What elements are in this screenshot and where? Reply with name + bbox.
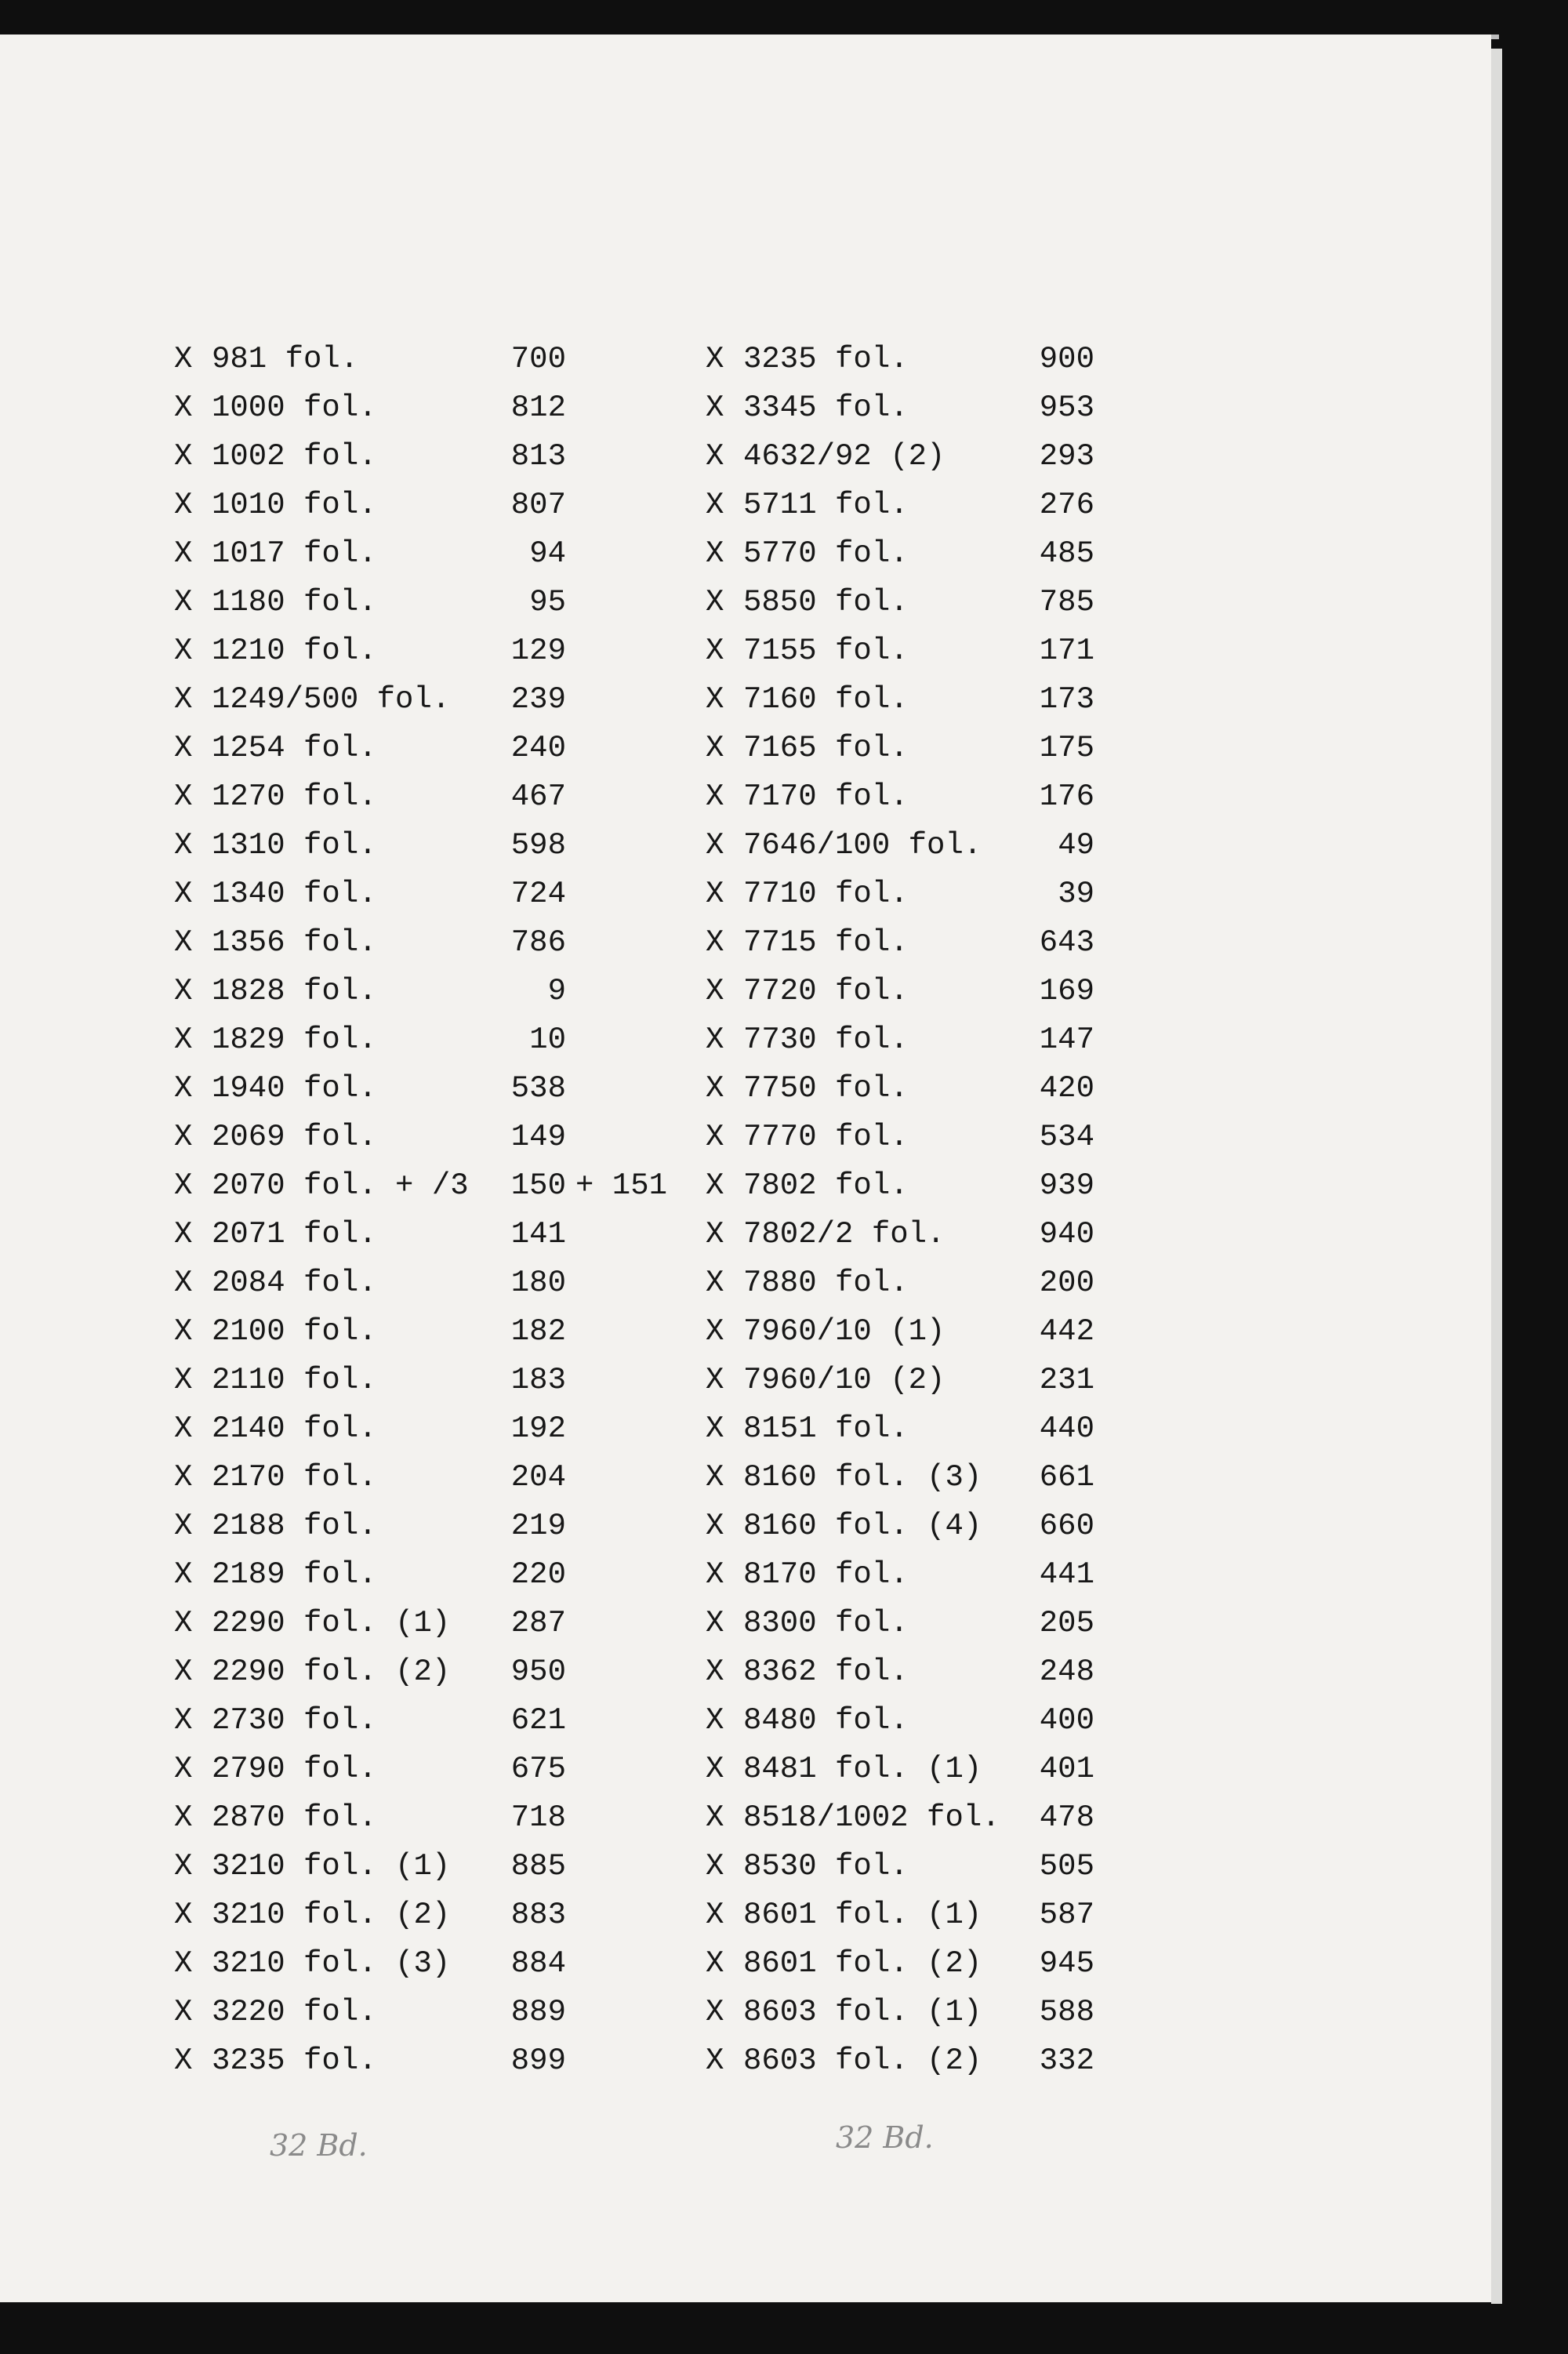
row-prefix: X [706, 1411, 724, 1446]
row-prefix: X [174, 828, 193, 863]
row-prefix: X [706, 2043, 724, 2078]
row-entry: 8151 fol. [743, 1411, 909, 1446]
row-entry: 1310 fol. [212, 828, 377, 863]
row-entry: 2290 fol. (1) [212, 1606, 451, 1640]
row-number: 884 [510, 1946, 566, 1981]
row-entry: 7730 fol. [743, 1023, 909, 1057]
row-entry: 8518/1002 fol. [743, 1800, 1000, 1835]
row-entry: 1000 fol. [212, 391, 377, 425]
row-entry: 8603 fol. (1) [743, 1995, 982, 2029]
row-number: 724 [510, 877, 566, 911]
row-prefix: X [706, 634, 724, 668]
row-prefix: X [174, 1363, 193, 1397]
row-prefix: X [174, 439, 193, 474]
document-page [0, 35, 1491, 2302]
row-entry: 2140 fol. [212, 1411, 377, 1446]
row-prefix: X [174, 1120, 193, 1154]
row-entry: 8603 fol. (2) [743, 2043, 982, 2078]
row-entry: 1017 fol. [212, 536, 377, 571]
row-prefix: X [706, 1655, 724, 1689]
row-prefix: X [174, 634, 193, 668]
row-prefix: X [706, 391, 724, 425]
row-entry: 3210 fol. (2) [212, 1898, 451, 1932]
row-number: 200 [1039, 1266, 1094, 1300]
row-prefix: X [706, 1363, 724, 1397]
row-number: 205 [1039, 1606, 1094, 1640]
row-number: 293 [1039, 439, 1094, 474]
row-prefix: X [706, 974, 724, 1008]
row-entry: 1828 fol. [212, 974, 377, 1008]
row-entry: 1356 fol. [212, 925, 377, 960]
row-prefix: X [706, 1557, 724, 1592]
row-entry: 7880 fol. [743, 1266, 909, 1300]
row-entry: 7160 fol. [743, 682, 909, 717]
row-entry: 4632/92 (2) [743, 439, 946, 474]
row-prefix: X [706, 1509, 724, 1543]
row-number: 621 [510, 1703, 566, 1738]
row-entry: 8530 fol. [743, 1849, 909, 1884]
row-prefix: X [174, 1314, 193, 1349]
row-prefix: X [706, 1752, 724, 1786]
row-prefix: X [174, 1995, 193, 2029]
row-prefix: X [174, 585, 193, 619]
row-prefix: X [174, 1557, 193, 1592]
row-number: 49 [1058, 828, 1094, 863]
row-number: 401 [1039, 1752, 1094, 1786]
row-prefix: X [706, 1023, 724, 1057]
row-number: 287 [510, 1606, 566, 1640]
row-entry: 2790 fol. [212, 1752, 377, 1786]
row-prefix: X [174, 1898, 193, 1932]
row-prefix: X [174, 1217, 193, 1251]
row-prefix: X [174, 488, 193, 522]
row-entry: 7170 fol. [743, 779, 909, 814]
row-entry: 7750 fol. [743, 1071, 909, 1106]
row-prefix: X [174, 1800, 193, 1835]
row-entry: 2189 fol. [212, 1557, 377, 1592]
row-number: 276 [1039, 488, 1094, 522]
row-entry: 2290 fol. (2) [212, 1655, 451, 1689]
row-number: 150 [510, 1168, 566, 1203]
row-entry: 5850 fol. [743, 585, 909, 619]
row-prefix: X [706, 925, 724, 960]
row-entry: 3345 fol. [743, 391, 909, 425]
row-number: 953 [1039, 391, 1094, 425]
row-prefix: X [706, 1946, 724, 1981]
row-prefix: X [174, 1655, 193, 1689]
row-prefix: X [706, 877, 724, 911]
row-prefix: X [174, 2043, 193, 2078]
row-prefix: X [706, 1120, 724, 1154]
row-number: 441 [1039, 1557, 1094, 1592]
row-entry: 1270 fol. [212, 779, 377, 814]
row-prefix: X [174, 1849, 193, 1884]
row-prefix: X [174, 1703, 193, 1738]
row-prefix: X [174, 779, 193, 814]
row-prefix: X [706, 1217, 724, 1251]
row-number: 467 [510, 779, 566, 814]
row-number: 39 [1058, 877, 1094, 911]
row-prefix: X [174, 1460, 193, 1495]
row-entry: 7155 fol. [743, 634, 909, 668]
row-prefix: X [174, 925, 193, 960]
row-prefix: X [706, 439, 724, 474]
row-number: 534 [1039, 1120, 1094, 1154]
row-number: 240 [510, 731, 566, 765]
row-number: 939 [1039, 1168, 1094, 1203]
row-entry: 5711 fol. [743, 488, 909, 522]
row-prefix: X [174, 1266, 193, 1300]
row-prefix: X [174, 1023, 193, 1057]
row-prefix: X [174, 1752, 193, 1786]
row-number: 675 [510, 1752, 566, 1786]
row-entry: 1002 fol. [212, 439, 377, 474]
row-entry: 8160 fol. (4) [743, 1509, 982, 1543]
row-prefix: X [174, 536, 193, 571]
row-number: 661 [1039, 1460, 1094, 1495]
row-number: 9 [547, 974, 566, 1008]
row-entry: 2100 fol. [212, 1314, 377, 1349]
row-number: 220 [510, 1557, 566, 1592]
row-entry: 7960/10 (2) [743, 1363, 946, 1397]
row-prefix: X [706, 682, 724, 717]
row-number: 239 [510, 682, 566, 717]
row-entry: 981 fol. [212, 342, 359, 376]
row-prefix: X [706, 1995, 724, 2029]
row-prefix: X [706, 1266, 724, 1300]
row-number: 176 [1039, 779, 1094, 814]
row-number: 442 [1039, 1314, 1094, 1349]
row-prefix: X [706, 585, 724, 619]
row-number: 940 [1039, 1217, 1094, 1251]
row-number: 129 [510, 634, 566, 668]
row-number: 505 [1039, 1849, 1094, 1884]
row-entry: 8601 fol. (1) [743, 1898, 982, 1932]
row-entry: 7165 fol. [743, 731, 909, 765]
row-prefix: X [706, 1460, 724, 1495]
row-prefix: X [174, 342, 193, 376]
row-number: 149 [510, 1120, 566, 1154]
row-entry: 2084 fol. [212, 1266, 377, 1300]
row-entry: 2188 fol. [212, 1509, 377, 1543]
row-entry: 7770 fol. [743, 1120, 909, 1154]
row-number: 538 [510, 1071, 566, 1106]
row-number: 718 [510, 1800, 566, 1835]
row-entry: 3235 fol. [212, 2043, 377, 2078]
row-extra-number: + 151 [575, 1168, 668, 1203]
row-number: 643 [1039, 925, 1094, 960]
row-entry: 1829 fol. [212, 1023, 377, 1057]
row-number: 173 [1039, 682, 1094, 717]
row-prefix: X [706, 779, 724, 814]
row-number: 587 [1039, 1898, 1094, 1932]
row-entry: 7802 fol. [743, 1168, 909, 1203]
row-number: 192 [510, 1411, 566, 1446]
row-number: 332 [1039, 2043, 1094, 2078]
row-entry: 7960/10 (1) [743, 1314, 946, 1349]
row-entry: 2069 fol. [212, 1120, 377, 1154]
row-number: 169 [1039, 974, 1094, 1008]
row-prefix: X [174, 1071, 193, 1106]
row-entry: 2071 fol. [212, 1217, 377, 1251]
row-number: 171 [1039, 634, 1094, 668]
row-prefix: X [174, 877, 193, 911]
row-number: 94 [529, 536, 566, 571]
row-entry: 1180 fol. [212, 585, 377, 619]
row-number: 812 [510, 391, 566, 425]
row-number: 141 [510, 1217, 566, 1251]
row-entry: 2870 fol. [212, 1800, 377, 1835]
row-number: 183 [510, 1363, 566, 1397]
row-entry: 7715 fol. [743, 925, 909, 960]
row-entry: 3210 fol. (1) [212, 1849, 451, 1884]
row-number: 485 [1039, 536, 1094, 571]
row-entry: 8300 fol. [743, 1606, 909, 1640]
row-entry: 3220 fol. [212, 1995, 377, 2029]
page-right-edge [1491, 49, 1502, 2304]
row-number: 420 [1039, 1071, 1094, 1106]
row-prefix: X [706, 536, 724, 571]
row-prefix: X [706, 1898, 724, 1932]
row-number: 785 [1039, 585, 1094, 619]
row-entry: 8481 fol. (1) [743, 1752, 982, 1786]
row-prefix: X [706, 731, 724, 765]
row-number: 95 [529, 585, 566, 619]
row-number: 219 [510, 1509, 566, 1543]
row-number: 440 [1039, 1411, 1094, 1446]
row-number: 945 [1039, 1946, 1094, 1981]
row-number: 700 [510, 342, 566, 376]
row-entry: 7720 fol. [743, 974, 909, 1008]
row-number: 147 [1039, 1023, 1094, 1057]
row-entry: 1254 fol. [212, 731, 377, 765]
row-entry: 7646/100 fol. [743, 828, 982, 863]
row-number: 400 [1039, 1703, 1094, 1738]
row-number: 182 [510, 1314, 566, 1349]
row-entry: 8170 fol. [743, 1557, 909, 1592]
row-number: 660 [1039, 1509, 1094, 1543]
row-prefix: X [174, 974, 193, 1008]
row-number: 180 [510, 1266, 566, 1300]
row-entry: 2730 fol. [212, 1703, 377, 1738]
row-prefix: X [174, 391, 193, 425]
row-number: 588 [1039, 1995, 1094, 2029]
row-prefix: X [706, 1606, 724, 1640]
row-entry: 1249/500 fol. [212, 682, 451, 717]
row-prefix: X [706, 342, 724, 376]
row-entry: 7710 fol. [743, 877, 909, 911]
row-number: 950 [510, 1655, 566, 1689]
row-prefix: X [706, 1800, 724, 1835]
row-entry: 3210 fol. (3) [212, 1946, 451, 1981]
row-entry: 5770 fol. [743, 536, 909, 571]
row-number: 10 [529, 1023, 566, 1057]
row-entry: 7802/2 fol. [743, 1217, 946, 1251]
row-prefix: X [174, 731, 193, 765]
row-number: 175 [1039, 731, 1094, 765]
row-number: 231 [1039, 1363, 1094, 1397]
row-entry: 2070 fol. + /3 [212, 1168, 469, 1203]
row-prefix: X [174, 1411, 193, 1446]
row-number: 899 [510, 2043, 566, 2078]
row-entry: 1210 fol. [212, 634, 377, 668]
row-prefix: X [706, 828, 724, 863]
row-number: 204 [510, 1460, 566, 1495]
row-entry: 8160 fol. (3) [743, 1460, 982, 1495]
row-entry: 3235 fol. [743, 342, 909, 376]
row-prefix: X [706, 1168, 724, 1203]
row-prefix: X [174, 1946, 193, 1981]
row-entry: 1940 fol. [212, 1071, 377, 1106]
row-number: 885 [510, 1849, 566, 1884]
row-prefix: X [706, 1314, 724, 1349]
row-number: 598 [510, 828, 566, 863]
row-number: 813 [510, 439, 566, 474]
row-entry: 1340 fol. [212, 877, 377, 911]
row-entry: 8601 fol. (2) [743, 1946, 982, 1981]
row-entry: 2170 fol. [212, 1460, 377, 1495]
row-prefix: X [706, 1849, 724, 1884]
row-number: 807 [510, 488, 566, 522]
row-prefix: X [706, 1703, 724, 1738]
row-entry: 2110 fol. [212, 1363, 377, 1397]
handwritten-note-right: 32 Bd. [836, 2120, 934, 2155]
row-entry: 8480 fol. [743, 1703, 909, 1738]
row-number: 883 [510, 1898, 566, 1932]
row-prefix: X [174, 1168, 193, 1203]
row-prefix: X [174, 682, 193, 717]
row-number: 889 [510, 1995, 566, 2029]
handwritten-note-left: 32 Bd. [270, 2128, 368, 2163]
row-entry: 1010 fol. [212, 488, 377, 522]
row-prefix: X [174, 1606, 193, 1640]
row-prefix: X [174, 1509, 193, 1543]
row-number: 900 [1039, 342, 1094, 376]
row-number: 248 [1039, 1655, 1094, 1689]
row-number: 786 [510, 925, 566, 960]
row-number: 478 [1039, 1800, 1094, 1835]
row-entry: 8362 fol. [743, 1655, 909, 1689]
row-prefix: X [706, 488, 724, 522]
row-prefix: X [706, 1071, 724, 1106]
